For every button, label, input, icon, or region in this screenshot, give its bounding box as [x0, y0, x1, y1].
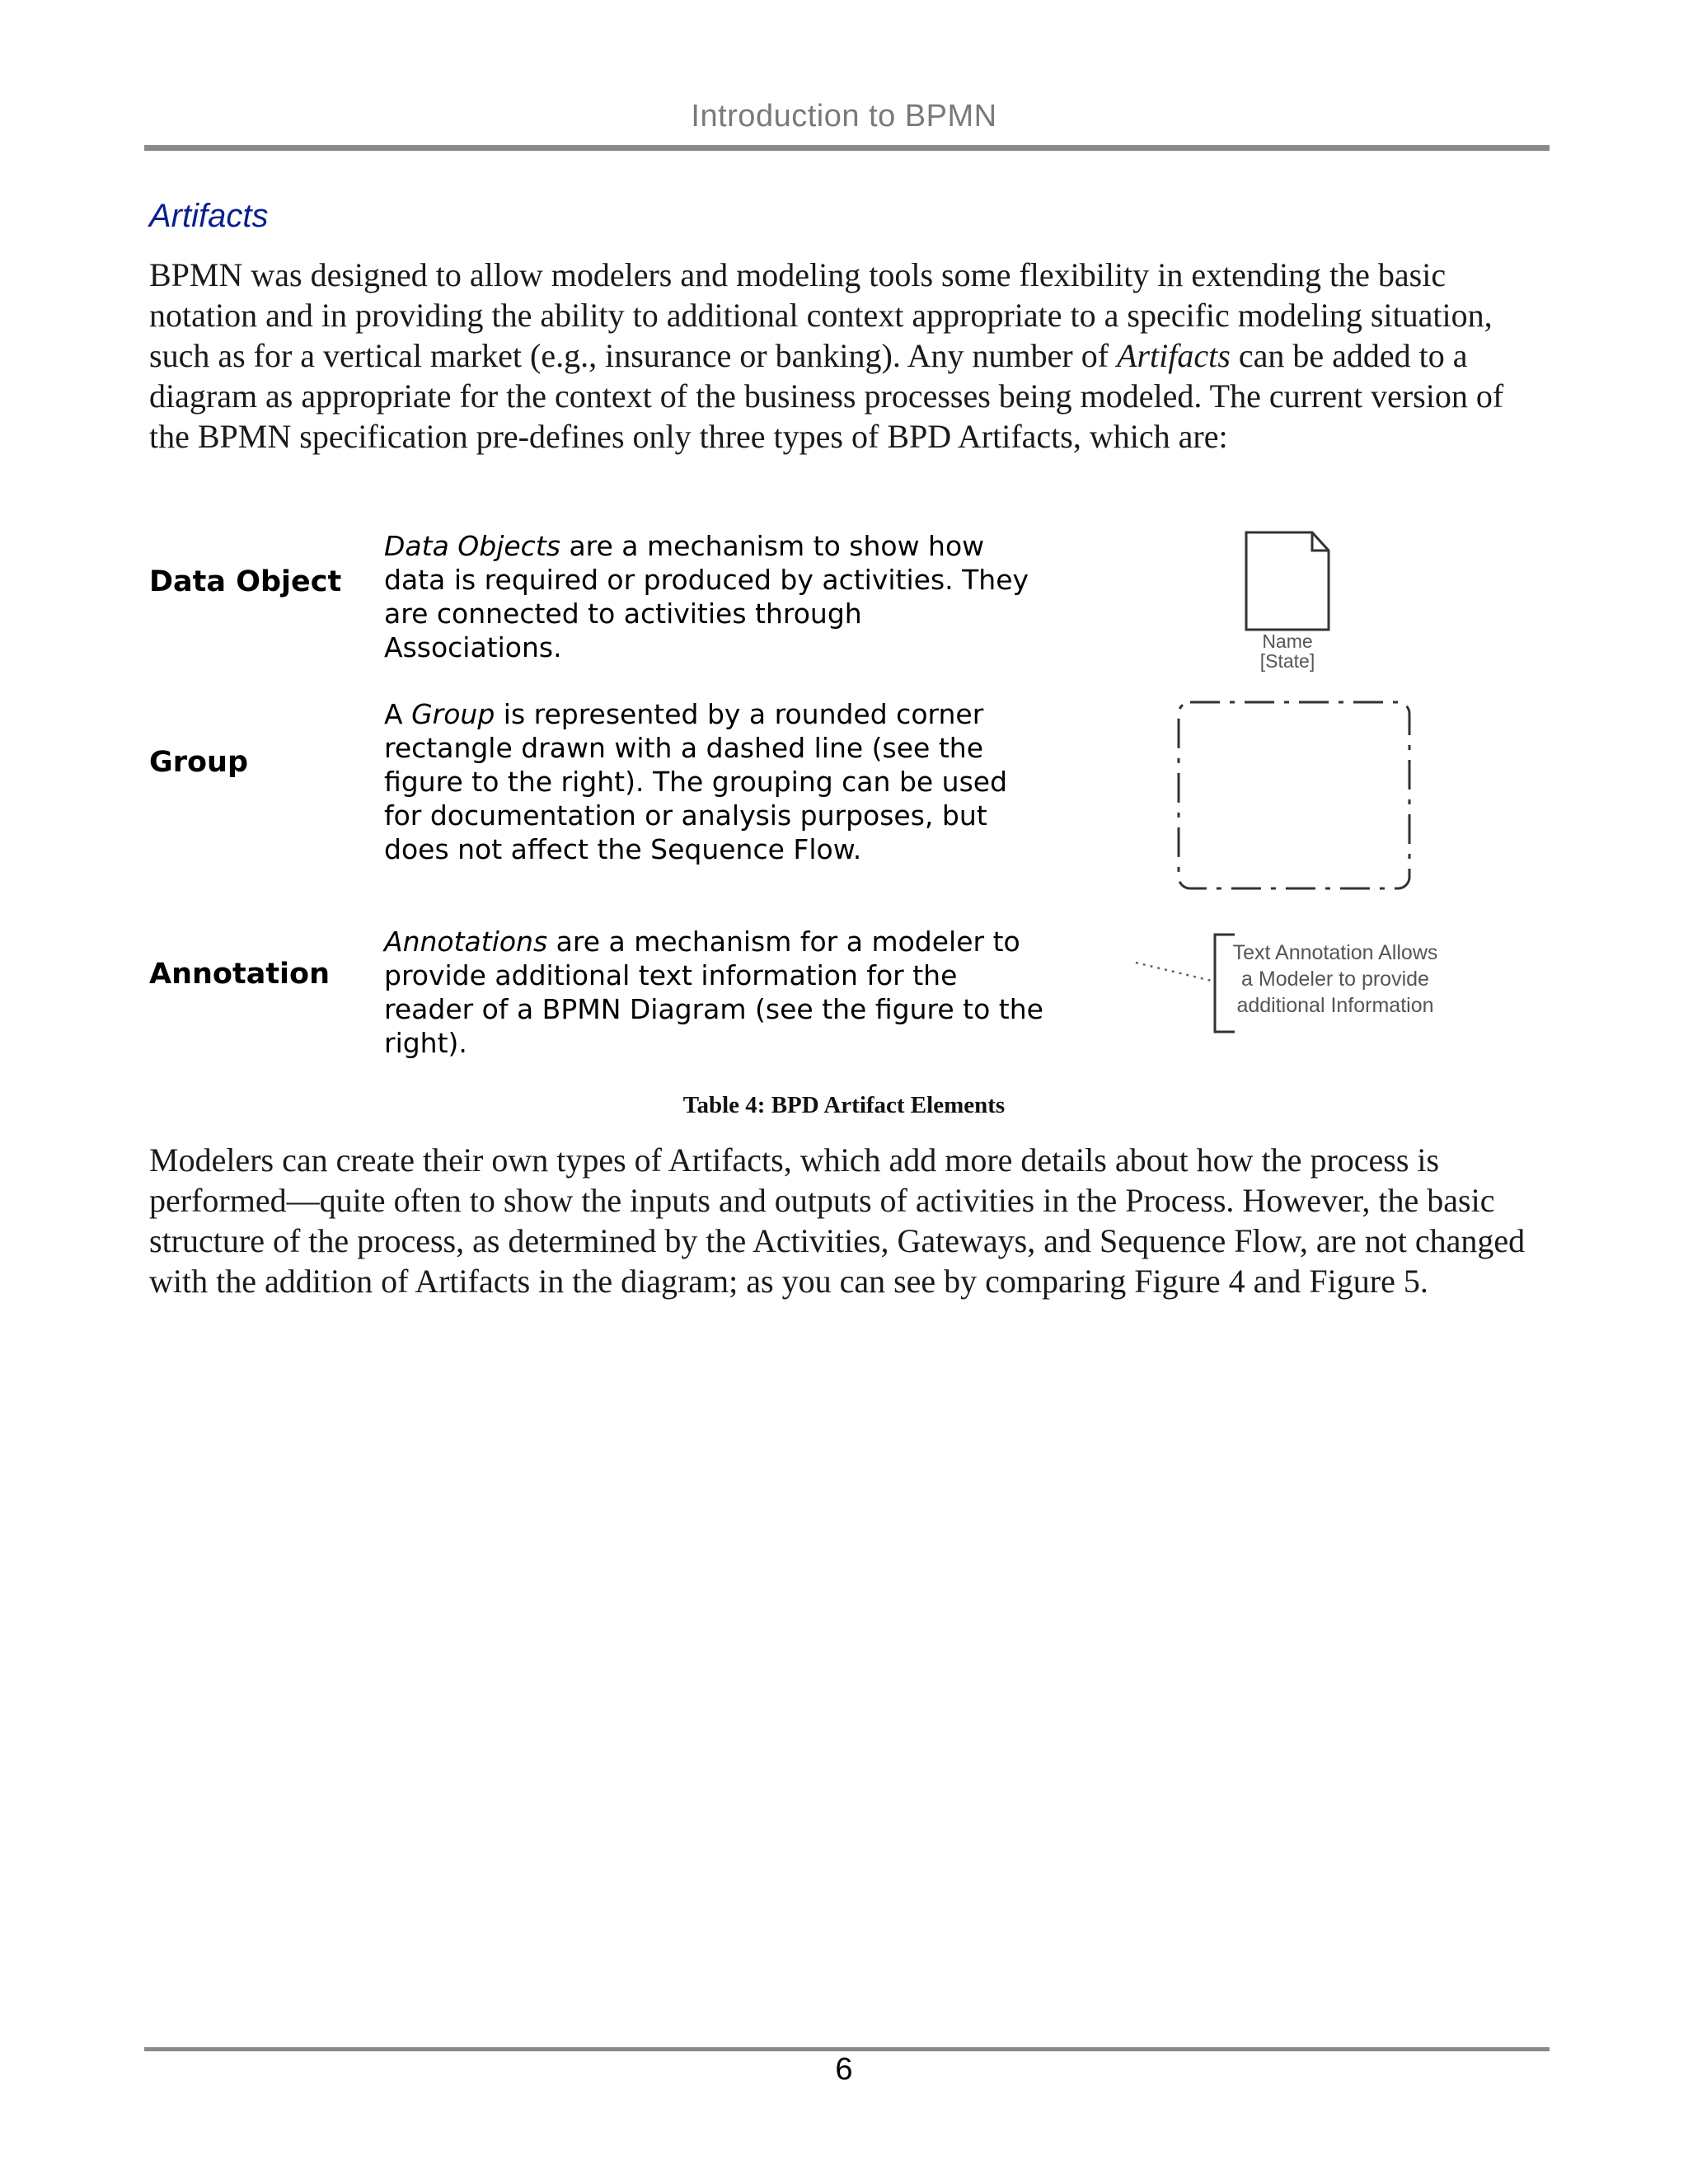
annotation-bracket — [1215, 935, 1235, 1032]
footer-rule — [144, 2047, 1550, 2051]
annotation-text-line2: a Modeler to provide — [1241, 968, 1429, 991]
intro-term: Artifacts — [1117, 337, 1231, 374]
intro-text-after: can be added to a diagram as appropriate for the context of the business processes being modeled. The current version of the BPMN specification pre-defines only three types of BPD Artifacts, which are: — [149, 337, 1504, 455]
data-object-state-label: [State] — [1259, 650, 1315, 672]
desc-term: Group — [411, 698, 495, 730]
group-dashed-rectangle — [1179, 702, 1409, 888]
desc-after: are a mechanism for a modeler to provide additional text information for the reader of a BPMN Diagram (see the figure to the right). — [384, 926, 1043, 1059]
desc-before: A — [384, 698, 412, 730]
intro-text-before: BPMN was designed to allow modelers and modeling tools some flexibility in extending the basic notation and in providing the ability to additional context appropriate to a specific modeling situation, such as for a vertical market (e.g., insurance or banking). Any number of — [149, 256, 1493, 374]
annotation-figure — [1129, 931, 1459, 1038]
data-object-shape — [1246, 532, 1329, 630]
desc-term: Annotations — [384, 926, 548, 958]
group-figure — [1170, 697, 1418, 895]
row-desc-data-object — [384, 529, 1043, 664]
page-number: 6 — [835, 2052, 853, 2087]
annotation-text-line1: Text Annotation Allows — [1232, 941, 1438, 964]
desc-term: Data Objects — [384, 530, 560, 562]
desc-after: are a mechanism to show how data is required or produced by activities. They are connected to activities through Associations. — [384, 530, 1029, 663]
annotation-association-line — [1136, 963, 1212, 981]
desc-after: is represented by a rounded corner rectangle drawn with a dashed line (see the figure to the right). The grouping can be used for documentation or analysis purposes, but does not affect the Sequence Flow. — [384, 698, 1008, 865]
row-label-data-object: Data Object — [149, 565, 342, 598]
row-desc-annotation — [384, 925, 1043, 1060]
page-header-title: Introduction to BPMN — [691, 99, 997, 134]
row-desc-group — [384, 697, 1043, 866]
closing-paragraph: Modelers can create their own types of Artifacts, which add more details about how the process is performed—quite often to show the inputs and outputs of activities in the Process. However, the basic structure of the process, as determined by the Activities, Gateways, and Sequence Flow, are not changed with the addition of Artifacts in the diagram; as you can see by comparing Figure 4 and Figure 5. — [149, 1141, 1526, 1300]
data-object-name-label: Name — [1262, 630, 1313, 652]
section-heading: Artifacts — [149, 198, 269, 234]
row-label-annotation: Annotation — [149, 958, 331, 991]
data-object-figure — [1236, 527, 1352, 676]
row-label-group: Group — [149, 746, 249, 779]
table-caption: Table 4: BPD Artifact Elements — [682, 1092, 1006, 1118]
annotation-text-line3: additional Information — [1236, 994, 1434, 1017]
intro-paragraph — [149, 255, 1550, 457]
header-rule — [144, 145, 1550, 151]
